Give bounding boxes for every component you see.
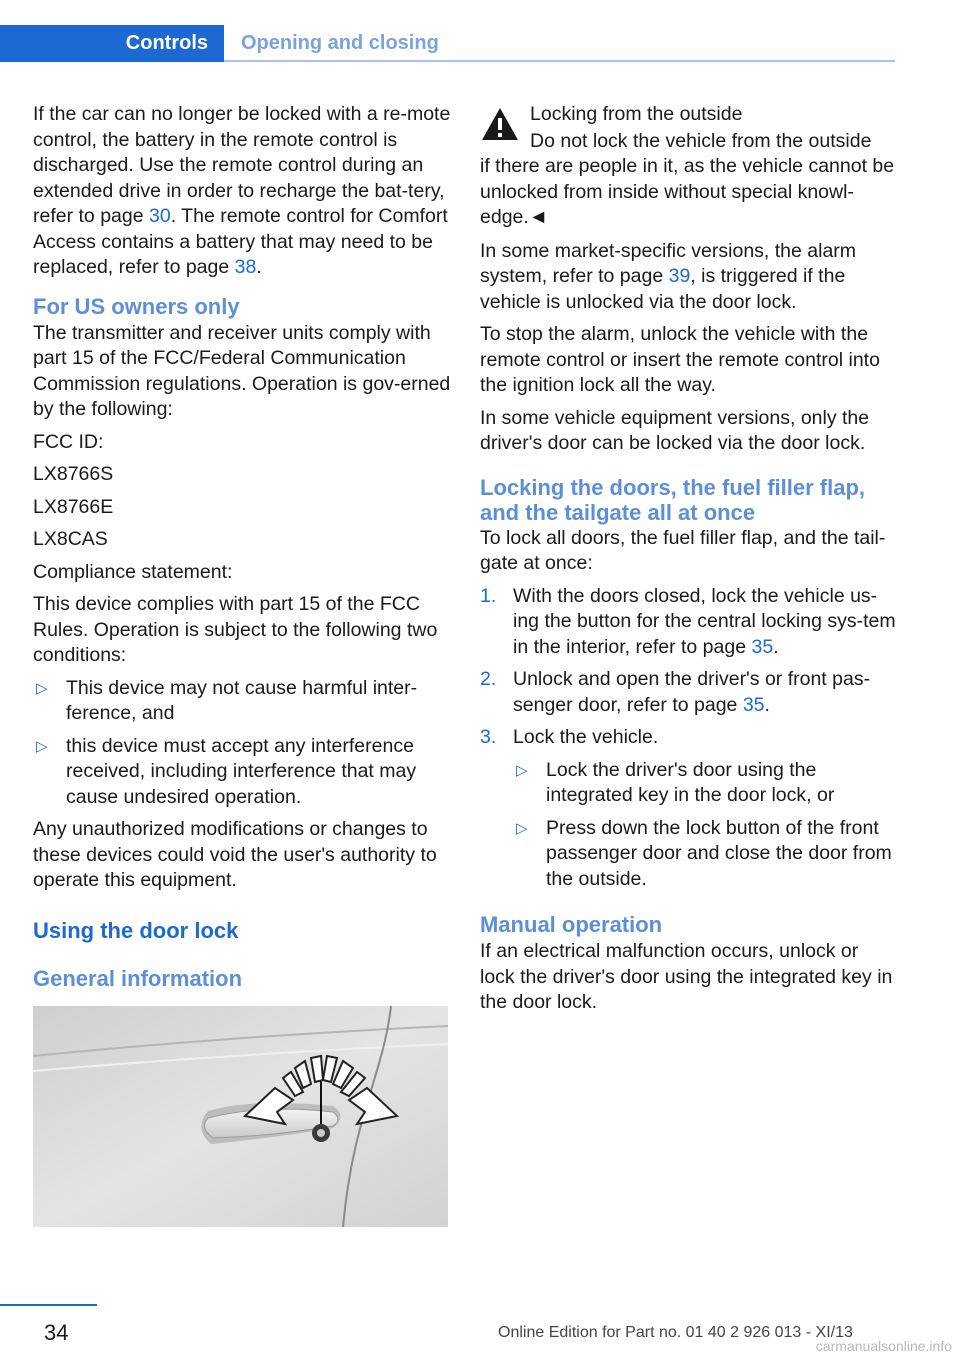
- warning-title: Locking from the outside: [530, 103, 743, 125]
- triangle-bullet-icon: ▷: [36, 737, 48, 755]
- alarm-paragraph: In some market-specific versions, the alarm system, refer to page 39, is triggered if the vehicle is unlocked via the door lock.: [480, 239, 857, 313]
- fcc-id-2: LX8766E: [33, 495, 114, 518]
- page-link-38[interactable]: 38: [234, 256, 257, 278]
- page-link-35[interactable]: 35: [751, 635, 774, 658]
- manual-operation-heading: Manual operation: [480, 912, 663, 937]
- lock-substeps-list: [513, 758, 898, 893]
- page-link-30[interactable]: 30: [149, 205, 171, 227]
- list-item: 1. With the doors closed, lock the vehicle us-ing the button for the central locking sys-tem in the interior, refer to page 35.: [480, 584, 896, 658]
- triangle-bullet-icon: ▷: [516, 819, 528, 837]
- chapter-tab[interactable]: Controls: [0, 25, 224, 62]
- header-rule: [224, 60, 895, 62]
- compliance-text: This device complies with part 15 of the FCC Rules. Operation is subject to the following two conditions:: [33, 593, 438, 666]
- warning-icon: [480, 106, 520, 142]
- us-owners-heading: For US owners only: [33, 293, 240, 319]
- triangle-bullet-icon: ▷: [36, 679, 48, 697]
- door-lock-heading: Using the door lock: [33, 917, 239, 943]
- list-item: ▷ this device must accept any interference received, including interference that may cause undesired operation.: [36, 734, 417, 808]
- lock-all-heading: Locking the doors, the fuel filler flap, and the tailgate all at once: [480, 474, 866, 525]
- page-link-39[interactable]: 39: [668, 265, 691, 287]
- edition-text: Online Edition for Part no. 01 40 2 926 013 - XI/13: [498, 1324, 853, 1341]
- list-item: 3. Lock the vehicle. ▷ Lock the driver's door using the integrated key in the door lock, or ▷ Press down the lock button of the front passenger door and close the door from the outside.: [480, 725, 898, 892]
- list-item: ▷ Lock the driver's door using the integrated key in the door lock, or: [516, 758, 835, 806]
- watermark: carmanualsonline.info: [815, 1338, 952, 1354]
- list-item: ▷ This device may not cause harmful inter-ference, and: [36, 676, 418, 724]
- battery-paragraph: If the car can no longer be locked with a re-mote control, the battery in the remote control is discharged. Use the remote control during an extended drive in order to recharge the bat-tery, refer to page 30. The remote control for Comfort Access contains a battery that may need to be replaced, refer to page 38.: [33, 103, 451, 278]
- page-link-35[interactable]: 35: [742, 693, 765, 716]
- lock-all-intro: To lock all doors, the fuel filler flap, and the tail-gate at once:: [480, 526, 886, 574]
- left-column: [33, 102, 451, 1227]
- fcc-id-3: LX8CAS: [33, 528, 108, 550]
- modifications-paragraph: Any unauthorized modifications or changes to these devices could void the user's authority to operate this equipment.: [33, 818, 437, 891]
- manual-operation-paragraph: If an electrical malfunction occurs, unlock or lock the driver's door using the integrated key in the door lock.: [480, 940, 893, 1013]
- general-information-heading: General information: [33, 965, 243, 991]
- fcc-id-label: FCC ID:: [33, 430, 104, 453]
- list-item: ▷ Press down the lock button of the front passenger door and close the door from the outside.: [516, 816, 892, 890]
- conditions-list: [33, 676, 451, 811]
- warning-line: Do not lock the vehicle from the outside: [530, 129, 872, 152]
- page-header: [0, 25, 895, 62]
- warning-tail: if there are people in it, as the vehicle cannot be unlocked from inside without special knowl-edge.◄: [480, 155, 895, 228]
- compliance-label: Compliance statement:: [33, 560, 233, 583]
- door-handle-illustration: [33, 1006, 448, 1227]
- fcc-id-1: LX8766S: [33, 463, 114, 485]
- page-number: 34: [44, 1320, 69, 1345]
- section-tab[interactable]: Opening and closing: [241, 32, 439, 54]
- footer-rule: [0, 1304, 97, 1306]
- triangle-bullet-icon: ▷: [516, 761, 528, 779]
- list-item: 2. Unlock and open the driver's or front pas-senger door, refer to page 35.: [480, 668, 871, 716]
- warning-block: [480, 102, 898, 231]
- equipment-paragraph: In some vehicle equipment versions, only the driver's door can be locked via the door lock.: [480, 406, 870, 454]
- us-owners-paragraph: The transmitter and receiver units comply with part 15 of the FCC/Federal Communication Commission regulations. Operation is gov-erned by the following:: [33, 321, 451, 420]
- stop-alarm-paragraph: To stop the alarm, unlock the vehicle with the remote control or insert the remote control into the ignition lock all the way.: [480, 323, 880, 396]
- lock-steps-list: [480, 584, 898, 893]
- right-column: [480, 102, 898, 1023]
